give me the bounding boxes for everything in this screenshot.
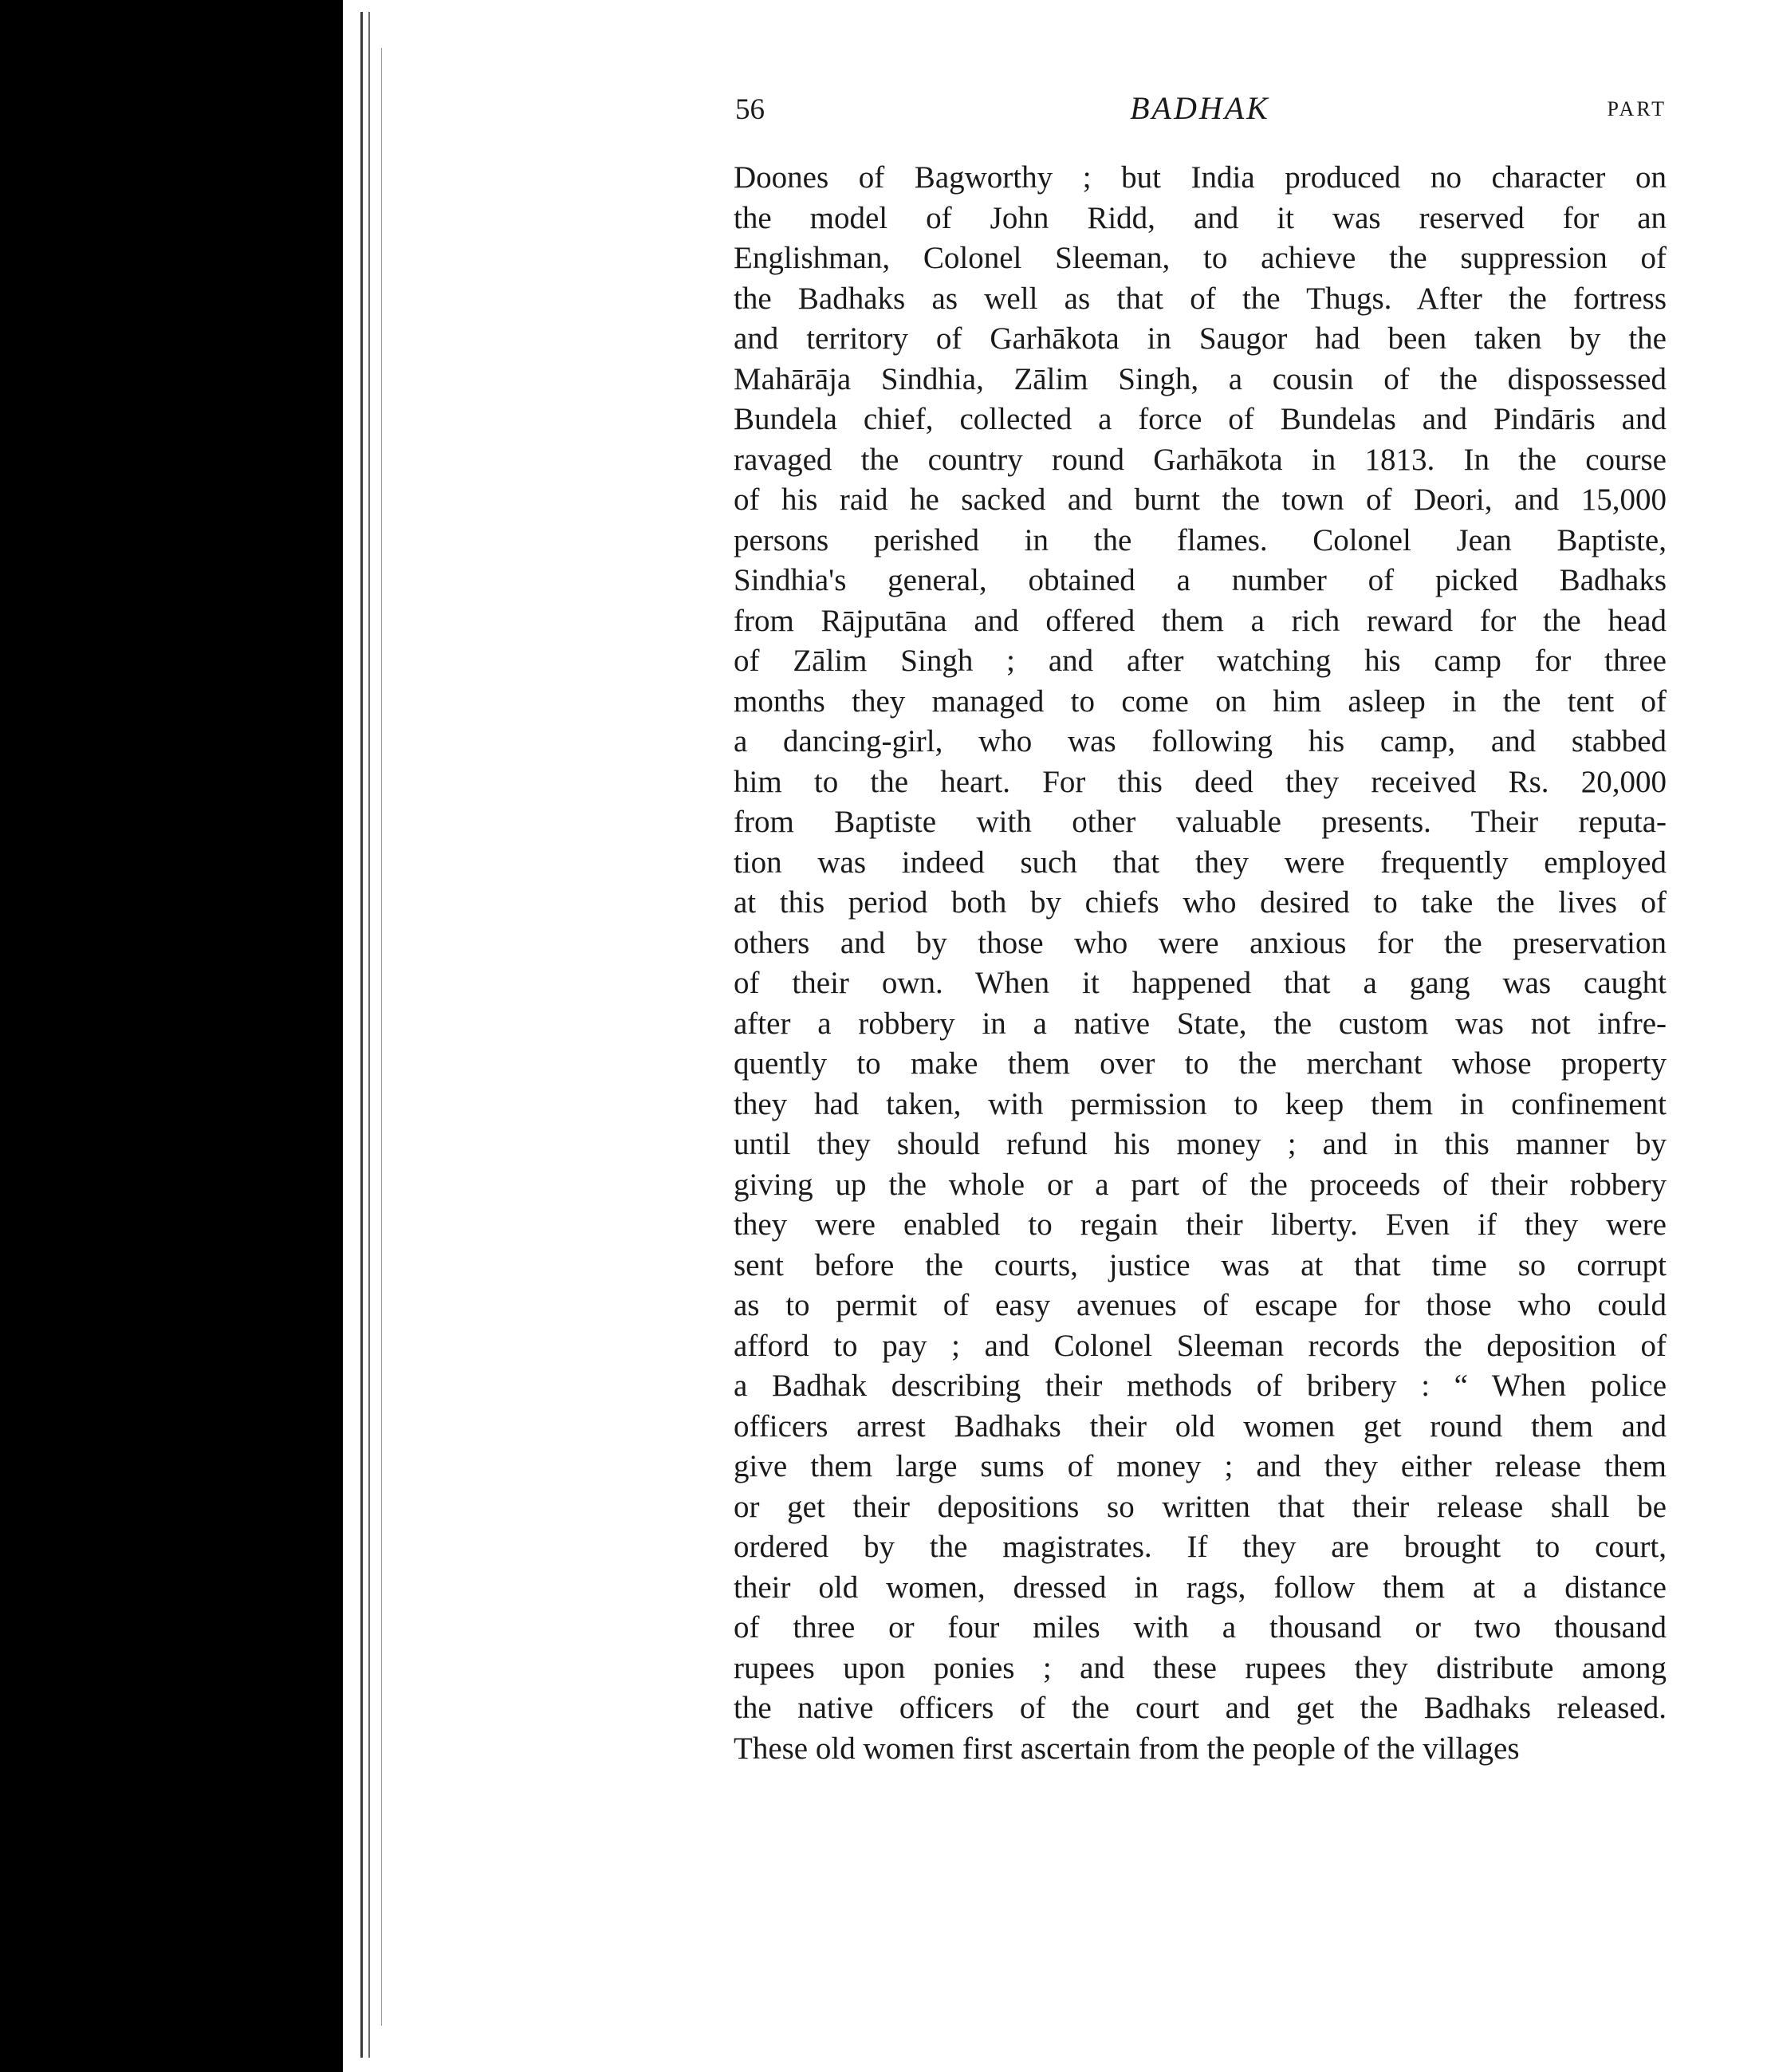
text-line: until they should refund his money ; and in this manner by (734, 1127, 1667, 1161)
page-number: 56 (735, 93, 765, 126)
scan-dark-margin (0, 0, 343, 2072)
text-line: a dancing-girl, who was following his camp, and stabbed (734, 724, 1667, 758)
text-line: from Baptiste with other valuable presents. Their reputa- (734, 805, 1667, 839)
text-line: giving up the whole or a part of the proceeds of their robbery (734, 1167, 1667, 1202)
text-line: ordered by the magistrates. If they are brought to court, (734, 1530, 1667, 1564)
text-line: tion was indeed such that they were frequently employed (734, 845, 1667, 880)
text-line: of three or four miles with a thousand or two thousand (734, 1610, 1667, 1645)
text-line: officers arrest Badhaks their old women get round them and (734, 1408, 1667, 1444)
text-line: Englishman, Colonel Sleeman, to achieve the suppression of (734, 241, 1667, 275)
text-line: the Badhaks as well as that of the Thugs. After the fortress (734, 281, 1667, 316)
text-line: and territory of Garhākota in Saugor had been taken by the (734, 321, 1667, 356)
text-line: persons perished in the flames. Colonel Jean Baptiste, (734, 522, 1667, 557)
text-line: These old women first ascertain from the people of the villages (734, 1731, 1520, 1766)
text-line: of their own. When it happened that a gang was caught (734, 966, 1667, 1000)
text-line: at this period both by chiefs who desired to take the lives of (734, 885, 1667, 920)
text-line: Sindhia's general, obtained a number of picked Badhaks (734, 563, 1667, 597)
text-line: as to permit of easy avenues of escape for those who could (734, 1288, 1667, 1322)
text-line: they were enabled to regain their liberty. Even if they were (734, 1207, 1667, 1242)
text-line: from Rājputāna and offered them a rich reward for the head (734, 603, 1667, 638)
text-line: of his raid he sacked and burnt the town of Deori, and 15,000 (734, 483, 1667, 517)
text-line: or get their depositions so written that their release shall be (734, 1489, 1667, 1524)
text-line: him to the heart. For this deed they received Rs. 20,000 (734, 764, 1667, 799)
text-line: a Badhak describing their methods of bribery : “ When police (734, 1369, 1667, 1403)
binding-gutter-line (368, 12, 370, 2058)
text-line: give them large sums of money ; and they either release them (734, 1449, 1667, 1483)
text-line: months they managed to come on him asleep in the tent of (734, 683, 1667, 719)
body-text (734, 158, 1667, 1769)
text-line: ravaged the country round Garhākota in 1813. In the course (734, 442, 1667, 477)
text-line: quently to make them over to the merchant whose property (734, 1046, 1667, 1081)
binding-gutter-line (381, 48, 382, 2026)
text-line: of Zālim Singh ; and after watching his camp for three (734, 644, 1667, 678)
running-head (734, 89, 1667, 136)
text-line: Mahārāja Sindhia, Zālim Singh, a cousin of the dispossessed (734, 361, 1667, 396)
text-line: they had taken, with permission to keep them in confinement (734, 1086, 1667, 1121)
text-line: afford to pay ; and Colonel Sleeman records the deposition of (734, 1328, 1667, 1363)
text-line: others and by those who were anxious for the preservation (734, 925, 1667, 960)
text-line: Doones of Bagworthy ; but India produced no character on (734, 160, 1667, 195)
text-line: the native officers of the court and get the Badhaks released. (734, 1691, 1667, 1725)
text-line: the model of John Ridd, and it was reserved for an (734, 200, 1667, 235)
part-label: PART (1607, 97, 1667, 120)
text-line: their old women, dressed in rags, follow them at a distance (734, 1570, 1667, 1605)
text-line: after a robbery in a native State, the custom was not infre- (734, 1006, 1667, 1041)
binding-gutter-line (360, 12, 363, 2058)
running-title: BADHAK (1130, 90, 1270, 126)
text-line: rupees upon ponies ; and these rupees they distribute among (734, 1650, 1667, 1685)
text-line: sent before the courts, justice was at that time so corrupt (734, 1247, 1667, 1282)
book-page (734, 89, 1667, 1769)
text-line: Bundela chief, collected a force of Bundelas and Pindāris and (734, 402, 1667, 436)
